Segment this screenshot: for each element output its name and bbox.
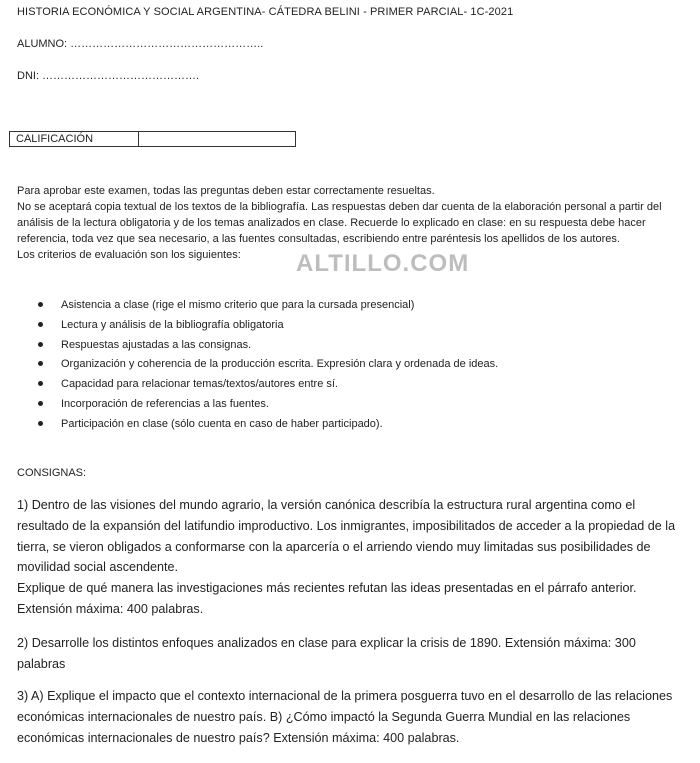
bullet-icon — [38, 361, 43, 366]
bullet-icon — [38, 401, 43, 406]
instruction-line: No se aceptará copia textual de los textos de la bibliografía. Las respuestas deben dar cuenta de la elaboración personal a partir del análisis de la lectura obligatoria y de los temas analizados en clase. Recuerde lo explicado en clase: en su respuesta debe hacer referencia, toda vez que sea necesario, a las fuentes consultadas, escribiendo entre paréntesis los apellidos de los autores. — [17, 201, 662, 245]
bullet-icon — [38, 381, 43, 386]
consignas-title: CONSIGNAS: — [17, 467, 87, 479]
list-item — [36, 297, 498, 317]
criterion-text: Asistencia a clase (rige el mismo criterio que para la cursada presencial) — [61, 299, 415, 311]
criterion-text: Lectura y análisis de la bibliografía obligatoria — [61, 318, 284, 331]
calificacion-value — [139, 132, 295, 146]
question-2 — [17, 633, 687, 675]
dni-field: DNI: ……………………………………. — [17, 70, 200, 82]
exam-header: HISTORIA ECONÓMICA Y SOCIAL ARGENTINA- CÁTEDRA BELINI - PRIMER PARCIAL- 1C-2021 — [17, 6, 514, 18]
criterion-text: Respuestas ajustadas a las consignas. — [61, 338, 252, 351]
question-1 — [17, 495, 687, 620]
bullet-icon — [38, 302, 43, 307]
criteria-list — [36, 297, 498, 436]
watermark: ALTILLO.COM — [296, 250, 470, 277]
instruction-line: Los criterios de evaluación son los siguientes: — [17, 249, 241, 261]
list-item — [36, 337, 498, 357]
list-item — [36, 396, 498, 416]
alumno-field: ALUMNO: …………………………………………….. — [17, 38, 264, 50]
list-item — [36, 356, 498, 376]
bullet-icon — [38, 421, 43, 426]
list-item — [36, 416, 498, 436]
criterion-text: Organización y coherencia de la producción escrita. Expresión clara y ordenada de ideas. — [61, 358, 499, 371]
criterion-text: Participación en clase (sólo cuenta en caso de haber participado). — [61, 417, 383, 430]
question-text: 2) Desarrolle los distintos enfoques analizados en clase para explicar la crisis de 1890. Extensión máxima: 300 palabras — [17, 636, 636, 671]
question-3 — [17, 686, 687, 748]
bullet-icon — [38, 342, 43, 347]
list-item — [36, 376, 498, 396]
criterion-text: Incorporación de referencias a las fuentes. — [61, 397, 269, 410]
calificacion-label: CALIFICACIÓN — [10, 132, 139, 146]
instruction-line: Para aprobar este examen, todas las preguntas deben estar correctamente resueltas. — [17, 185, 435, 197]
criterion-text: Capacidad para relacionar temas/textos/autores entre sí. — [61, 378, 338, 391]
calificacion-table — [9, 131, 296, 147]
question-text: 3) A) Explique el impacto que el contexto internacional de la primera posguerra tuvo en el desarrollo de las relaciones económicas internacionales de nuestro país. B) ¿Cómo impactó la Segunda Guerra Mundial en las relaciones económicas internacionales de nuestro país? Extensión máxima: 400 palabras. — [17, 689, 673, 745]
question-text: Explique de qué manera las investigaciones más recientes refutan las ideas presentadas en el párrafo anterior. Extensión máxima: 400 palabras. — [17, 581, 637, 616]
question-text: 1) Dentro de las visiones del mundo agrario, la versión canónica describía la estructura rural argentina como el resultado de la expansión del latifundio improductivo. Los inmigrantes, imposibilitados de acceder a la propiedad de la tierra, se vieron obligados a conformarse con la aparcería o el arriendo viendo muy limitadas sus posibilidades de movilidad social ascendente. — [17, 498, 676, 575]
bullet-icon — [38, 322, 43, 327]
list-item — [36, 317, 498, 337]
